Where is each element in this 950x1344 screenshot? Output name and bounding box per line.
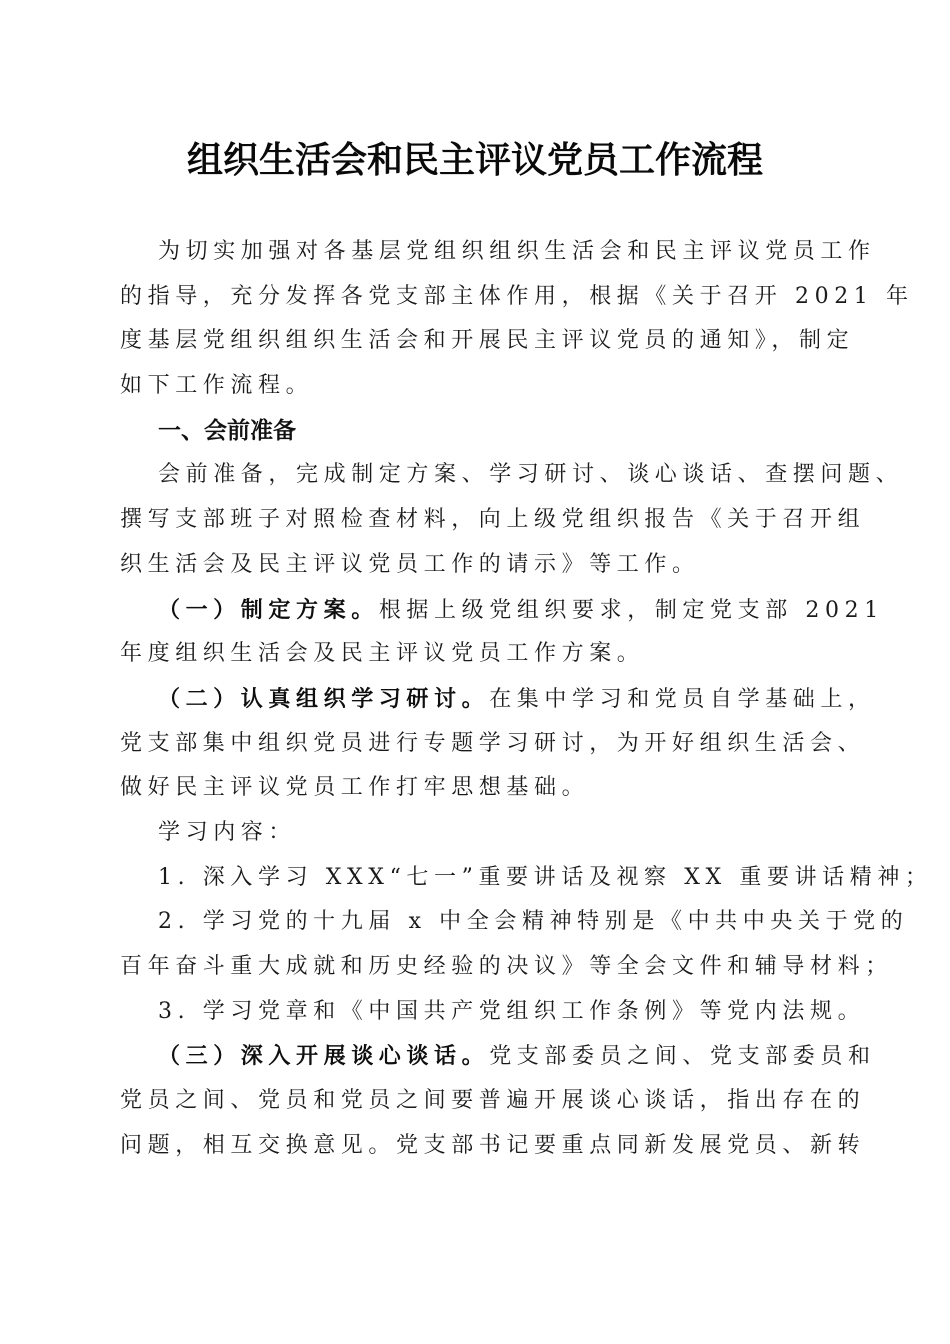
study-list-item-continuation: 百年奋斗重大成就和历史经验的决议》等全会文件和辅导材料； xyxy=(120,954,893,979)
study-list-item: 2. 学习党的十九届 x 中全会精神特别是《中共中央关于党的 xyxy=(158,909,909,935)
study-list-item: 1. 深入学习 XXX“七一”重要讲话及视察 XX 重要讲话精神； xyxy=(158,864,933,890)
paragraph-line: 会前准备，完成制定方案、学习研讨、谈心谈话、查摆问题、 xyxy=(158,462,904,488)
study-list-item: 3. 学习党章和《中国共产党组织工作条例》等党内法规。 xyxy=(158,998,866,1024)
paragraph-line: 为切实加强对各基层党组织组织生活会和民主评议党员工作 xyxy=(158,239,876,264)
subsection-study-discussion xyxy=(120,677,933,1035)
intro-paragraph xyxy=(120,230,914,409)
document-body xyxy=(120,230,933,1168)
paragraph-line: 织生活会及民主评议党员工作的请示》等工作。 xyxy=(120,551,700,577)
paragraph-text: 根据上级党组织要求，制定党支部 2021 xyxy=(378,597,884,623)
subsection-heading: （三）深入开展谈心谈话。 xyxy=(158,1043,490,1070)
study-content-label: 学习内容： xyxy=(158,819,297,845)
subsection-heart-to-heart-talks xyxy=(120,1034,876,1168)
section-heading: 一、会前准备 xyxy=(158,417,296,444)
subsection-heading: （二）认真组织学习研讨。 xyxy=(158,685,490,712)
study-list xyxy=(120,856,933,1035)
paragraph-line: 做好民主评议党员工作打牢思想基础。 xyxy=(120,775,590,801)
paragraph-line: 的指导，充分发挥各党支部主体作用，根据《关于召开 2021 年 xyxy=(120,283,914,309)
paragraph-text: 在集中学习和党员自学基础上， xyxy=(489,686,876,712)
paragraph-text: 党支部委员之间、党支部委员和 xyxy=(489,1044,876,1070)
paragraph-line xyxy=(120,1034,876,1079)
section-summary-paragraph xyxy=(120,453,904,587)
paragraph-line: 党支部集中组织党员进行专题学习研讨，为开好组织生活会、 xyxy=(120,730,866,756)
paragraph-line: 党员之间、党员和党员之间要普遍开展谈心谈话，指出存在的 xyxy=(120,1088,866,1114)
document-title: 组织生活会和民主评议党员工作流程 xyxy=(186,139,763,181)
paragraph-line: 如下工作流程。 xyxy=(120,373,314,399)
subsection-make-plan xyxy=(120,588,884,677)
paragraph-line: 度基层党组织组织生活会和开展民主评议党员的通知》，制定 xyxy=(120,328,855,354)
paragraph-line: 问题，相互交换意见。党支部书记要重点同新发展党员、新转 xyxy=(120,1132,866,1158)
paragraph-line: 撰写支部班子对照检查材料，向上级党组织报告《关于召开组 xyxy=(120,507,866,533)
paragraph-line xyxy=(120,588,884,633)
subsection-heading: （一）制定方案。 xyxy=(158,596,379,623)
paragraph-line: 年度组织生活会及民主评议党员工作方案。 xyxy=(120,641,645,667)
paragraph-line xyxy=(120,677,876,722)
